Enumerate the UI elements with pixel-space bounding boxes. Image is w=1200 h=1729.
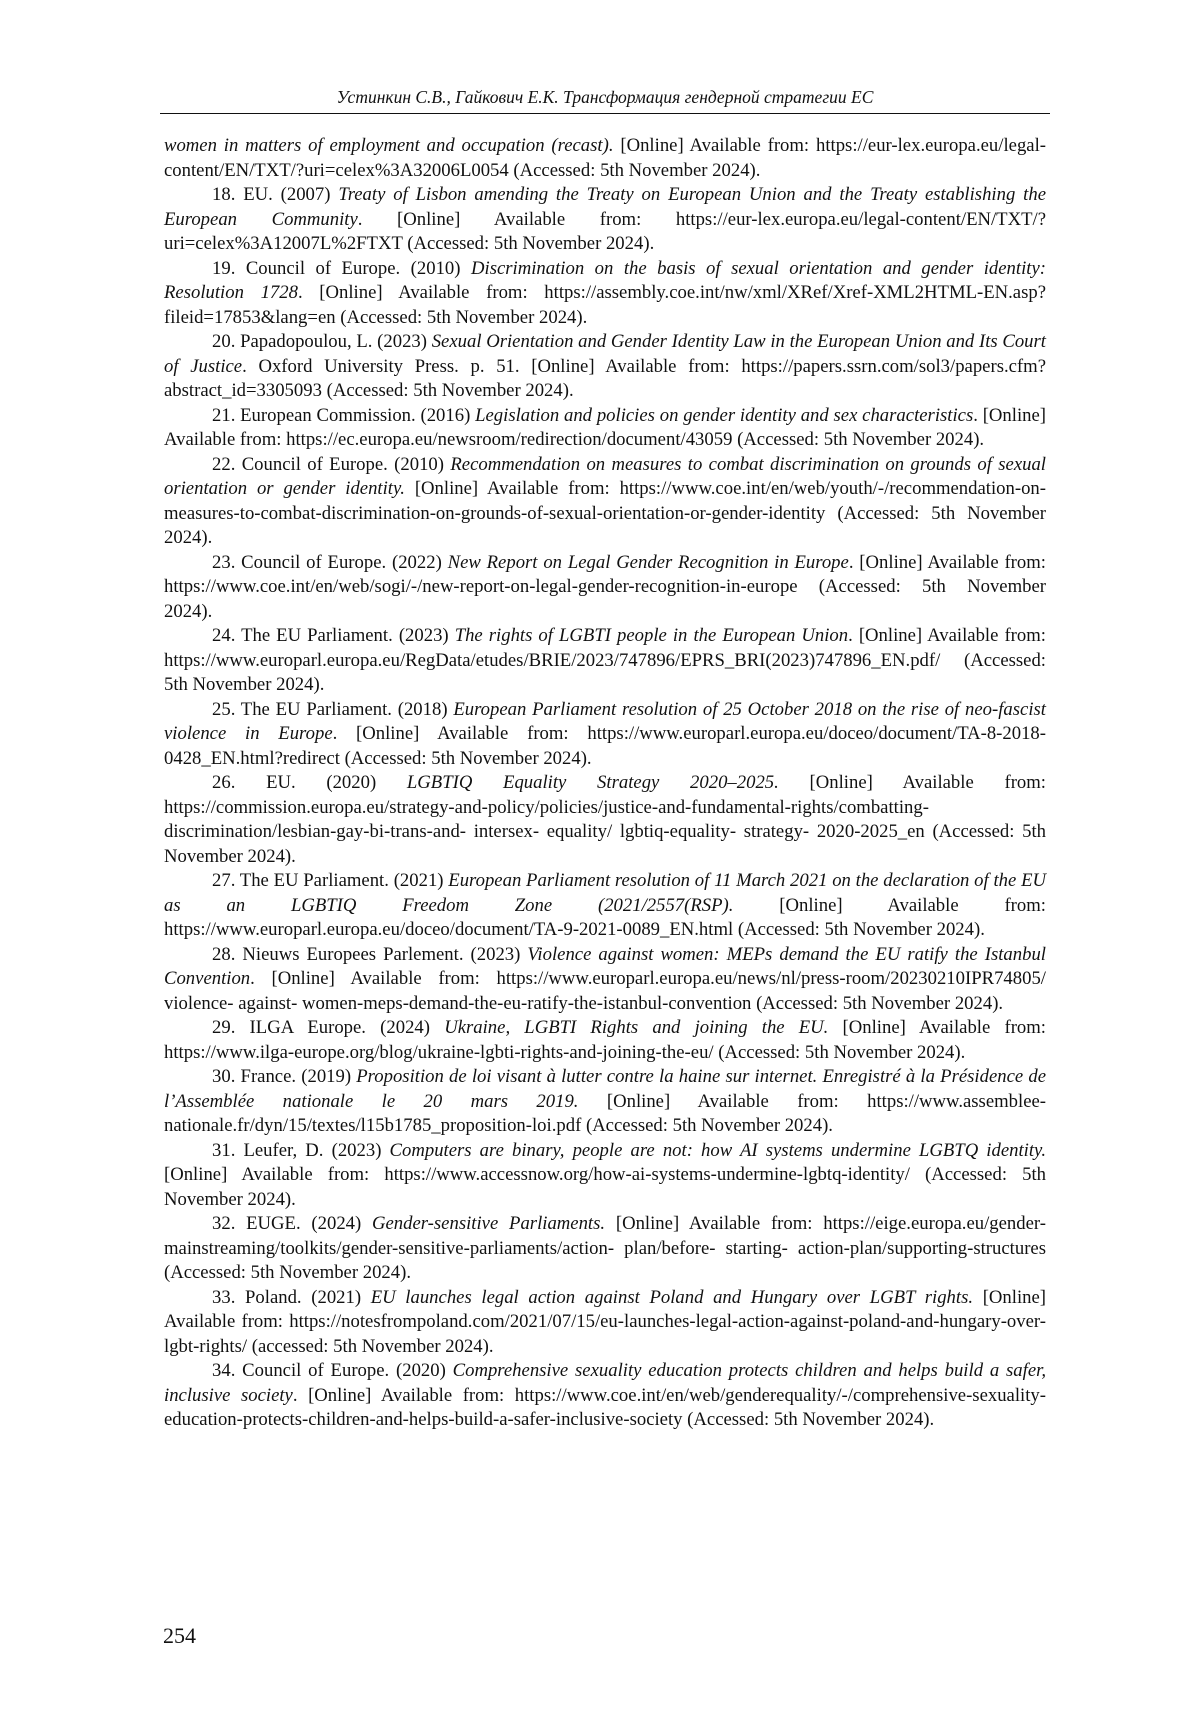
reference-entry (164, 1065, 1046, 1139)
reference-source: . [Online] Available from: https://assembly.coe.int/nw/xml/XRef/Xref-XML2HTML-EN.asp?fileid=17853&lang=en (Accessed: 5th November 2024). (164, 282, 1046, 328)
reference-number: 24. (212, 625, 236, 646)
reference-title: Legislation and policies on gender identity and sex characteristics (475, 404, 974, 426)
reference-title: The rights of LGBTI people in the European Union (454, 625, 849, 646)
page-number: 254 (163, 1623, 196, 1648)
reference-number: 28. (212, 943, 236, 965)
reference-author: The EU Parliament. (2021) (235, 870, 449, 891)
reference-list (164, 134, 1046, 1433)
reference-title: LGBTIQ Equality Strategy 2020–2025. (406, 772, 779, 793)
reference-number: 19. (212, 257, 236, 279)
reference-author: EU. (2020) (235, 772, 407, 793)
reference-entry (164, 698, 1046, 772)
running-head: Устинкин С.В., Гайкович Е.К. Трансформация гендерной стратегии ЕС (336, 87, 874, 107)
reference-entry (164, 869, 1046, 943)
reference-title: Comprehensive sexuality education protects children and helps build a safer, inclusive society (164, 1360, 1046, 1406)
reference-entry (164, 1286, 1046, 1360)
reference-number: 22. (212, 453, 236, 475)
reference-source: [Online] Available from: https://notesfrompoland.com/2021/07/15/eu-launches-legal-action-against-poland-and-hungary-over-lgbt-rights/ (accessed: 5th November 2024). (164, 1286, 1047, 1357)
reference-entry (164, 183, 1046, 257)
reference-source: [Online] Available from: https://www.ilga-europe.org/blog/ukraine-lgbti-rights-and-joining-the-eu/ (Accessed: 5th November 2024). (164, 1017, 1046, 1063)
reference-author: Council of Europe. (2010) (235, 453, 451, 475)
reference-author: EUGE. (2024) (235, 1213, 373, 1234)
reference-author: EU. (2007) (235, 184, 339, 205)
reference-title: European Parliament resolution of 11 March 2021 on the declaration of the EU as an LGBTIQ Freedom Zone (2021/2557(RSP). (164, 870, 1046, 916)
reference-author: ILGA Europe. (2024) (235, 1017, 445, 1038)
reference-source: [Online] Available from: https://eur-lex.europa.eu/legal-content/EN/TXT/?uri=celex%3A32006L0054 (Accessed: 5th November 2024). (164, 135, 1046, 181)
reference-title: New Report on Legal Gender Recognition in Europe (447, 551, 849, 573)
reference-source: . Oxford University Press. p. 51. [Online] Available from: https://papers.ssrn.com/sol3/papers.cfm?abstract_id=3305093 (Accessed: 5th November 2024). (164, 355, 1046, 401)
reference-entry (164, 943, 1046, 1017)
reference-number: 32. (212, 1213, 236, 1234)
reference-source: . [Online] Available from: https://www.coe.int/en/web/sogi/-/new-report-on-legal-gender-recognition-in-europe (Accessed: 5th November 2024). (164, 551, 1046, 622)
reference-source: [Online] Available from: https://commission.europa.eu/strategy-and-policy/policies/justice-and-fundamental-rights/combatting-discrimination/lesbian-gay-bi-trans-and- intersex- equality/ lgbtiq-equality- strategy- 2020-2025_en (Accessed: 5th November 2024). (164, 772, 1046, 867)
reference-entry (164, 257, 1046, 331)
reference-author: Leufer, D. (2023) (235, 1139, 390, 1161)
reference-number: 27. (212, 870, 236, 891)
reference-title: Sexual Orientation and Gender Identity Law in the European Union and Its Court of Justice (164, 331, 1046, 377)
reference-title: women in matters of employment and occupation (recast). (164, 135, 614, 156)
reference-author: France. (2019) (235, 1066, 357, 1087)
reference-number: 21. (212, 404, 236, 426)
reference-number: 20. (212, 331, 236, 352)
reference-source: . [Online] Available from: https://eur-lex.europa.eu/legal-content/EN/TXT/?uri=celex%3A12007L%2FTXT (Accessed: 5th November 2024). (164, 208, 1046, 254)
reference-title: Computers are binary, people are not: how AI systems undermine LGBTQ identity. (389, 1139, 1046, 1161)
reference-source: . [Online] Available from: https://ec.europa.eu/newsroom/redirection/document/43059 (Accessed: 5th November 2024). (164, 404, 1047, 450)
reference-title: Treaty of Lisbon amending the Treaty on European Union and the Treaty establishing the European Community (164, 184, 1046, 230)
reference-entry (164, 330, 1046, 404)
reference-number: 31. (212, 1139, 236, 1161)
reference-source: . [Online] Available from: https://www.europarl.europa.eu/RegData/etudes/BRIE/2023/747896/EPRS_BRI(2023)747896_EN.pdf/ (Accessed: 5th November 2024). (164, 625, 1046, 695)
reference-source: . [Online] Available from: https://www.coe.int/en/web/genderequality/-/comprehensive-sexuality-education-protects-children-and-helps-build-a-safer-inclusive-society (Accessed: 5th November 2024). (164, 1384, 1046, 1430)
reference-title: Ukraine, LGBTI Rights and joining the EU. (444, 1017, 829, 1038)
header-rule (160, 113, 1050, 114)
reference-title: Recommendation on measures to combat discrimination on grounds of sexual orientation or gender identity. (164, 453, 1046, 499)
reference-author: The EU Parliament. (2023) (235, 625, 455, 646)
reference-title: Proposition de loi visant à lutter contre la haine sur internet. Enregistré à la Présidence de l’Assemblée nationale le 20 mars 2019. (164, 1066, 1046, 1112)
reference-author: Council of Europe. (2010) (235, 257, 471, 279)
reference-entry (164, 551, 1046, 625)
reference-entry (164, 771, 1046, 869)
reference-number: 33. (212, 1286, 236, 1308)
reference-author: European Commission. (2016) (235, 404, 476, 426)
reference-entry (164, 1139, 1046, 1213)
reference-entry (164, 134, 1046, 183)
reference-number: 23. (212, 551, 236, 573)
reference-number: 29. (212, 1017, 236, 1038)
reference-entry (164, 453, 1046, 551)
reference-source: [Online] Available from: https://www.coe.int/en/web/youth/-/recommendation-on-measures-to-combat-discrimination-on-grounds-of-sexual-orientation-or-gender-identity (Accessed: 5th November 2024). (164, 478, 1046, 548)
reference-source: . [Online] Available from: https://www.europarl.europa.eu/doceo/document/TA-8-2018-0428_EN.html?redirect (Accessed: 5th November 2024). (164, 723, 1047, 769)
reference-source: . [Online] Available from: https://www.europarl.europa.eu/news/nl/press-room/20230210IPR74805/ violence- against- women-meps-demand-the-eu-ratify-the-istanbul-convention (Accessed: 5th November 2024). (164, 968, 1046, 1014)
reference-source: [Online] Available from: https://www.accessnow.org/how-ai-systems-undermine-lgbtq-identity/ (Accessed: 5th November 2024). (164, 1164, 1046, 1210)
reference-author: The EU Parliament. (2018) (235, 698, 454, 720)
reference-author: Poland. (2021) (235, 1286, 371, 1308)
reference-author: Council of Europe. (2022) (235, 551, 448, 573)
reference-title: EU launches legal action against Poland and Hungary over LGBT rights. (370, 1286, 974, 1308)
reference-source: [Online] Available from: https://www.europarl.europa.eu/doceo/document/TA-9-2021-0089_EN.html (Accessed: 5th November 2024). (164, 894, 1046, 940)
reference-entry (164, 624, 1046, 698)
reference-number: 25. (212, 698, 236, 720)
reference-entry (164, 1359, 1046, 1433)
reference-title: European Parliament resolution of 25 October 2018 on the rise of neo-fascist violence in Europe (164, 698, 1046, 744)
reference-source: [Online] Available from: https://eige.europa.eu/gender-mainstreaming/toolkits/gender-sensitive-parliaments/action- plan/before- starting- action-plan/supporting-structures (Accessed: 5th November 2024). (164, 1213, 1046, 1283)
reference-author: Nieuws Europees Parlement. (2023) (235, 943, 528, 965)
reference-entry (164, 404, 1046, 453)
reference-title: Violence against women: MEPs demand the EU ratify the Istanbul Convention (164, 943, 1046, 989)
reference-number: 18. (212, 184, 236, 205)
reference-title: Discrimination on the basis of sexual orientation and gender identity: Resolution 1728 (164, 257, 1046, 303)
reference-entry (164, 1212, 1046, 1286)
reference-source: [Online] Available from: https://www.assemblee-nationale.fr/dyn/15/textes/l15b1785_proposition-loi.pdf (Accessed: 5th November 2024). (164, 1090, 1047, 1136)
reference-number: 30. (212, 1066, 236, 1087)
reference-number: 26. (212, 772, 236, 793)
reference-title: Gender-sensitive Parliaments. (372, 1213, 606, 1234)
reference-entry (164, 1016, 1046, 1065)
reference-author: Papadopoulou, L. (2023) (235, 331, 432, 352)
reference-number: 34. (212, 1360, 236, 1381)
reference-author: Council of Europe. (2020) (235, 1360, 453, 1381)
